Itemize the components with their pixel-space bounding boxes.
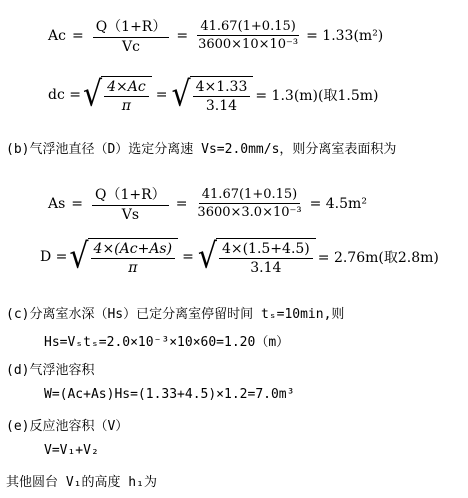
radical-sign-icon: √ <box>82 74 103 115</box>
section-b-text: (b)气浮池直径（D）选定分离速 Vs=2.0mm/s，则分离室表面积为 <box>6 142 397 157</box>
eq-dc-root-1-denominator: π <box>121 98 131 114</box>
eq-dc-equals: = <box>155 87 168 103</box>
radical-sign-icon: √ <box>171 74 191 115</box>
eq-as-result: = 4.5m² <box>309 195 367 212</box>
eq-ac-result: = 1.33(m²) <box>306 27 384 44</box>
eq-dc-root-1 <box>83 76 152 114</box>
eq-ac-lhs: Ac <box>48 27 66 44</box>
eq-d-root-2 <box>198 238 316 276</box>
eq-ac-equals-1: = <box>71 27 84 44</box>
eq-d-equals: = <box>182 249 194 265</box>
w-formula: W=(Ac+As)Hs=(1.33+4.5)×1.2=7.0m³ <box>44 387 295 402</box>
eq-d-lhs: D = <box>40 249 68 265</box>
eq-ac-fraction-1-denominator: Vc <box>122 39 140 55</box>
radical-sign-icon: √ <box>197 236 217 277</box>
eq-as-fraction-1-numerator: Q（1+R） <box>92 184 169 206</box>
eq-dc-result: = 1.3(m)(取1.5m) <box>255 88 379 104</box>
eq-dc-root-1-fraction <box>104 79 149 114</box>
eq-ac-fraction-2-numerator: 41.67(1+0.15) <box>197 19 298 36</box>
eq-d-root-1-fraction <box>91 241 176 276</box>
eq-ac-equals-2: = <box>176 27 189 44</box>
v-formula: V=V₁+V₂ <box>44 443 99 458</box>
eq-dc-root-2 <box>171 76 253 114</box>
eq-as-fraction-2-numerator: 41.67(1+0.15) <box>199 187 300 204</box>
eq-d-root-2-numerator: 4×(1.5+4.5) <box>219 241 313 259</box>
radical-sign-icon: √ <box>69 236 89 277</box>
section-d-text: (d)气浮池容积 <box>6 363 95 378</box>
eq-dc-root-2-numerator: 4×1.33 <box>193 79 251 97</box>
eq-as-fraction-2-denominator: 3600×3.0×10⁻³ <box>197 205 302 220</box>
eq-as-fraction-2 <box>194 187 304 220</box>
eq-ac-fraction-2-denominator: 3600×10×10⁻³ <box>198 37 299 52</box>
eq-d-root-2-denominator: 3.14 <box>250 260 282 276</box>
closing-text: 其他圆台 V₁的高度 h₁为 <box>6 475 157 490</box>
eq-dc-lhs: dc = <box>48 87 81 103</box>
equation-as <box>48 184 367 223</box>
eq-d-root-2-fraction <box>219 241 313 276</box>
eq-d-root-1 <box>69 238 178 276</box>
eq-d-root-1-denominator: π <box>128 260 138 276</box>
eq-ac-fraction-2 <box>195 19 301 52</box>
eq-ac-fraction-1-numerator: Q（1+R） <box>93 16 170 38</box>
eq-as-equals-1: = <box>71 195 84 212</box>
eq-as-lhs: As <box>48 195 66 212</box>
eq-dc-root-2-fraction <box>193 79 251 114</box>
eq-dc-root-1-numerator: 4×Ac <box>104 79 149 97</box>
eq-dc-root-2-denominator: 3.14 <box>205 98 238 114</box>
eq-as-fraction-1 <box>92 184 169 223</box>
section-e-text: (e)反应池容积（V） <box>6 419 129 434</box>
eq-ac-fraction-1 <box>93 16 170 55</box>
eq-d-root-1-numerator: 4×(Ac+As) <box>91 241 176 259</box>
eq-d-result: = 2.76m(取2.8m) <box>317 250 439 266</box>
eq-as-fraction-1-denominator: Vs <box>121 207 139 223</box>
equation-dc <box>48 76 378 114</box>
section-c-text: (c)分离室水深（Hs）已定分离室停留时间 tₛ=10min,则 <box>6 307 345 322</box>
equation-ac <box>48 16 383 55</box>
equation-d <box>40 238 439 276</box>
eq-as-equals-2: = <box>175 195 188 212</box>
hs-formula: Hs=Vₛtₛ=2.0×10⁻³×10×60=1.20（m） <box>44 335 290 350</box>
